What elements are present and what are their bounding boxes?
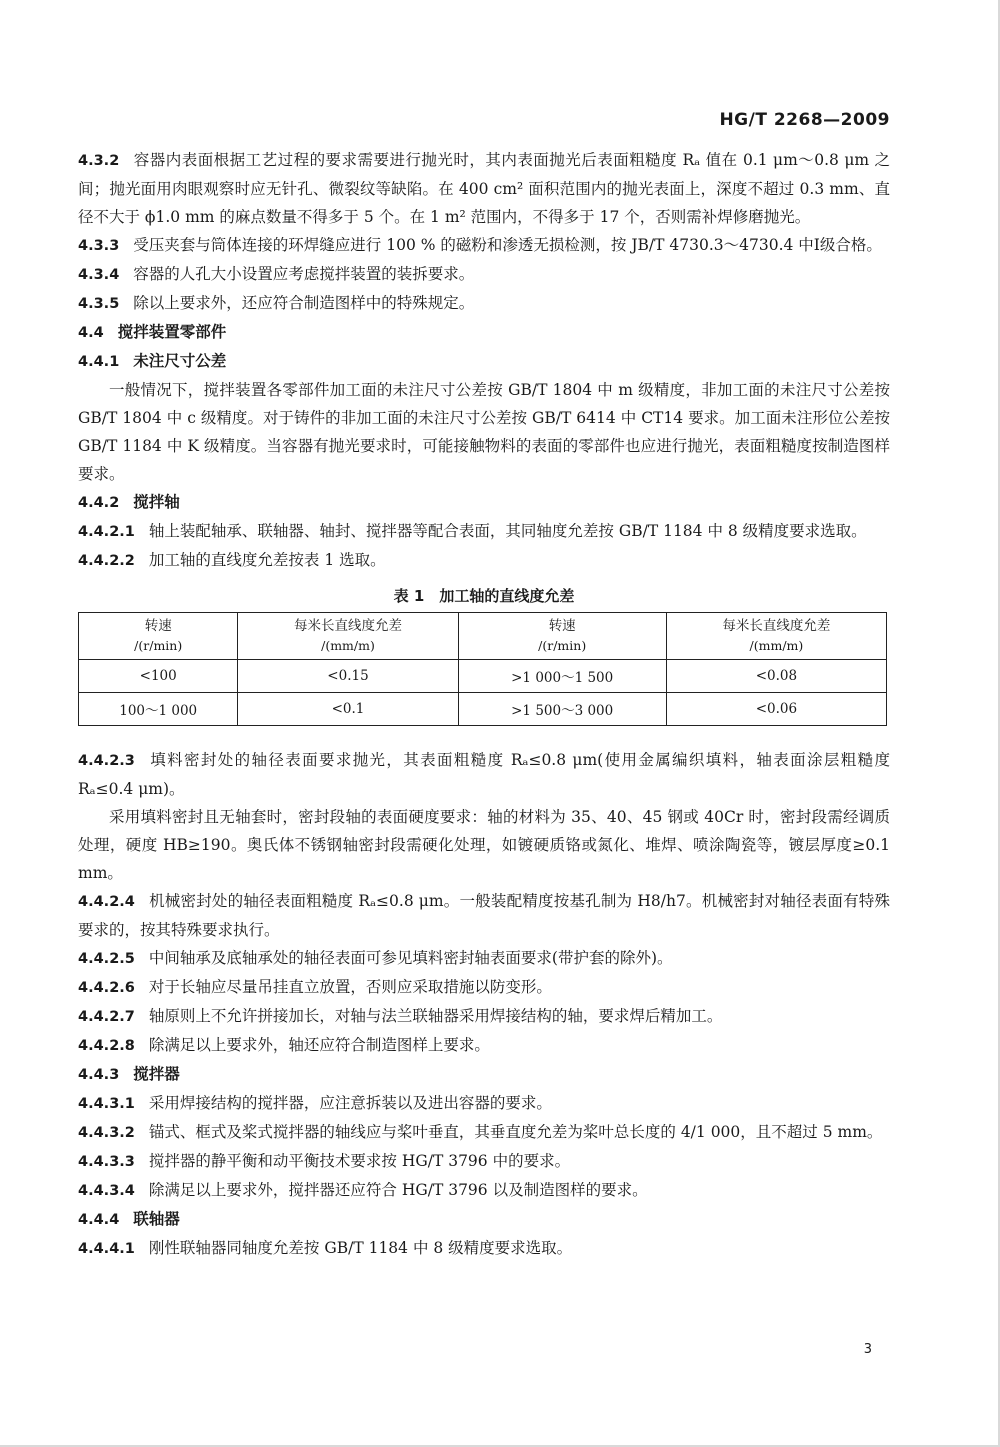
clause-text: 容器内表面根据工艺过程的要求需要进行抛光时，其内表面抛光后表面粗糙度 Rₐ 值在 0.1 μm～0.8 μm 之间；抛光面用肉眼观察时应无针孔、微裂纹等缺陷。在 400 cm² 面积范围内的抛光表面上，深度不超过 0.3 mm、直径不大于 ϕ1.0 mm 的麻点数量不得多于 5 个。在 1 m² 范围内，不得多于 17 个，否则需补焊修磨抛光。: [78, 151, 890, 226]
table-cell: <0.1: [238, 693, 458, 726]
clause-4-4-2-2: [78, 546, 890, 575]
table-caption: 表 1 加工轴的直线度允差: [393, 587, 575, 605]
paragraph-tolerances: 一般情况下，搅拌装置各零部件加工面的未注尺寸公差按 GB/T 1804 中 m 级精度，非加工面的未注尺寸公差按 GB/T 1804 中 c 级精度。对于铸件的非加工面的未注尺寸公差按 GB/T 6414 中 CT14 要求。加工面未注形位公差按 GB/T 1184 中 K 级精度。当容器有抛光要求时，可能接触物料的表面的零部件也应进行抛光，表面粗糙度按制造图样要求。: [78, 381, 890, 483]
clause-text: 对于长轴应尽量吊挂直立放置，否则应采取措施以防变形。: [148, 978, 552, 996]
clause-number: 4.4.4.1: [78, 1241, 135, 1257]
section-number: 4.4.1: [78, 354, 120, 370]
standard-code: HG/T 2268—2009: [719, 110, 890, 130]
clause-4-4-2-5: [78, 944, 890, 973]
clause-4-4-3-4: [78, 1176, 890, 1205]
page-number: 3: [863, 1342, 872, 1357]
clause-number: 4.4.2.2: [78, 553, 135, 569]
clause-4-4-2-6: [78, 973, 890, 1002]
section-heading-4-4-1: [78, 347, 890, 376]
clause-text: 除满足以上要求外，搅拌器还应符合 HG/T 3796 以及制造图样的要求。: [148, 1181, 648, 1199]
section-title: 联轴器: [133, 1210, 180, 1228]
table-cell: <0.06: [666, 693, 886, 726]
clause-number: 4.4.2.3: [78, 753, 135, 769]
clause-text: 除满足以上要求外，轴还应符合制造图样上要求。: [148, 1036, 490, 1054]
clause-text: 容器的人孔大小设置应考虑搅拌装置的装拆要求。: [133, 265, 475, 283]
header-cell: [666, 613, 886, 660]
clause-number: 4.4.2.5: [78, 951, 135, 967]
header-cell: [238, 613, 458, 660]
header-cell: [458, 613, 666, 660]
clause-number: 4.4.3.4: [78, 1183, 135, 1199]
clause-number: 4.4.2.6: [78, 980, 135, 996]
section-number: 4.4.2: [78, 495, 120, 511]
table-cell: >1 500～3 000: [458, 693, 666, 726]
header-unit: /(mm/m): [321, 638, 375, 653]
clause-text: 刚性联轴器同轴度允差按 GB/T 1184 中 8 级精度要求选取。: [148, 1239, 573, 1257]
clause-4-3-3: [78, 231, 890, 260]
clause-number: 4.4.3.3: [78, 1154, 135, 1170]
clause-4-4-2-7: [78, 1002, 890, 1031]
clause-4-4-2-3: [78, 746, 890, 803]
clause-number: 4.3.3: [78, 238, 120, 254]
clause-text: 采用焊接结构的搅拌器，应注意拆装以及进出容器的要求。: [148, 1094, 552, 1112]
table-cell: 100～1 000: [79, 693, 238, 726]
clause-number: 4.4.2.1: [78, 524, 135, 540]
clause-number: 4.4.2.8: [78, 1038, 135, 1054]
table-cell: <100: [79, 660, 238, 693]
section-number: 4.4.3: [78, 1067, 120, 1083]
section-title: 未注尺寸公差: [133, 352, 227, 370]
header-label: 转速: [144, 618, 172, 634]
section-title: 搅拌装置零部件: [117, 323, 227, 341]
clause-text: 填料密封处的轴径表面要求抛光，其表面粗糙度 Rₐ≤0.8 μm(使用金属编织填料，轴表面涂层粗糙度 Rₐ≤0.4 μm)。: [78, 751, 890, 798]
clause-4-4-3-1: [78, 1089, 890, 1118]
table-cell: >1 000～1 500: [458, 660, 666, 693]
clause-text: 搅拌器的静平衡和动平衡技术要求按 HG/T 3796 中的要求。: [148, 1152, 571, 1170]
clause-number: 4.4.3.1: [78, 1096, 135, 1112]
header-label: 转速: [548, 618, 576, 634]
table-row: [79, 660, 887, 693]
section-heading-4-4: [78, 318, 890, 347]
clause-text: 轴上装配轴承、联轴器、轴封、搅拌器等配合表面，其同轴度允差按 GB/T 1184 中 8 级精度要求选取。: [148, 522, 867, 540]
clause-text: 除以上要求外，还应符合制造图样中的特殊规定。: [133, 294, 475, 312]
section-heading-4-4-3: [78, 1060, 890, 1089]
clause-number: 4.4.3.2: [78, 1125, 135, 1141]
clause-4-3-4: [78, 260, 890, 289]
clause-text: 锚式、框式及桨式搅拌器的轴线应与桨叶垂直，其垂直度允差为桨叶总长度的 4/1 000，且不超过 5 mm。: [148, 1123, 883, 1141]
clause-4-4-3-2: [78, 1118, 890, 1147]
clause-number: 4.4.2.4: [78, 894, 135, 910]
table-row: [79, 693, 887, 726]
table-header-row: [79, 613, 887, 660]
section-number: 4.4: [78, 325, 104, 341]
section-heading-4-4-2: [78, 488, 890, 517]
header-label: 每米长直线度允差: [293, 618, 402, 634]
paragraph-packing-seal: 采用填料密封且无轴套时，密封段轴的表面硬度要求：轴的材料为 35、40、45 钢或 40Cr 时，密封段需经调质处理，硬度 HB≥190。奥氏体不锈钢轴密封段需硬化处理，如镀硬质铬或氮化、堆焊、喷涂陶瓷等，镀层厚度≥0.1 mm。: [78, 808, 890, 882]
section-number: 4.4.4: [78, 1212, 120, 1228]
clause-number: 4.3.2: [78, 153, 120, 169]
clause-4-3-5: [78, 289, 890, 318]
header-cell: [79, 613, 238, 660]
clause-4-4-2-8: [78, 1031, 890, 1060]
clause-number: 4.3.5: [78, 296, 120, 312]
clause-4-3-2: [78, 146, 890, 231]
clause-4-4-3-3: [78, 1147, 890, 1176]
clause-4-4-4-1: [78, 1234, 890, 1263]
section-heading-4-4-4: [78, 1205, 890, 1234]
clause-text: 轴原则上不允许拼接加长，对轴与法兰联轴器采用焊接结构的轴，要求焊后精加工。: [148, 1007, 723, 1025]
header-unit: /(mm/m): [749, 638, 804, 653]
header-unit: /(r/min): [134, 638, 183, 653]
clause-number: 4.3.4: [78, 267, 120, 283]
straightness-table: [78, 612, 887, 726]
section-title: 搅拌轴: [133, 493, 180, 511]
table-cell: <0.15: [238, 660, 458, 693]
clause-4-4-2-1: [78, 517, 890, 546]
document-body: [78, 146, 890, 1263]
clause-text: 加工轴的直线度允差按表 1 选取。: [148, 551, 386, 569]
clause-text: 受压夹套与筒体连接的环焊缝应进行 100 % 的磁粉和渗透无损检测，按 JB/T 4730.3～4730.4 中Ⅰ级合格。: [133, 236, 882, 254]
clause-number: 4.4.2.7: [78, 1009, 135, 1025]
clause-text: 中间轴承及底轴承处的轴径表面可参见填料密封轴表面要求(带护套的除外)。: [148, 949, 673, 967]
header-label: 每米长直线度允差: [722, 618, 831, 634]
clause-text: 机械密封处的轴径表面粗糙度 Rₐ≤0.8 μm。一般装配精度按基孔制为 H8/h7。机械密封对轴径表面有特殊要求的，按其特殊要求执行。: [78, 892, 890, 939]
section-title: 搅拌器: [133, 1065, 180, 1083]
header-unit: /(r/min): [538, 638, 587, 653]
clause-4-4-2-4: [78, 887, 890, 944]
table-cell: <0.08: [666, 660, 886, 693]
